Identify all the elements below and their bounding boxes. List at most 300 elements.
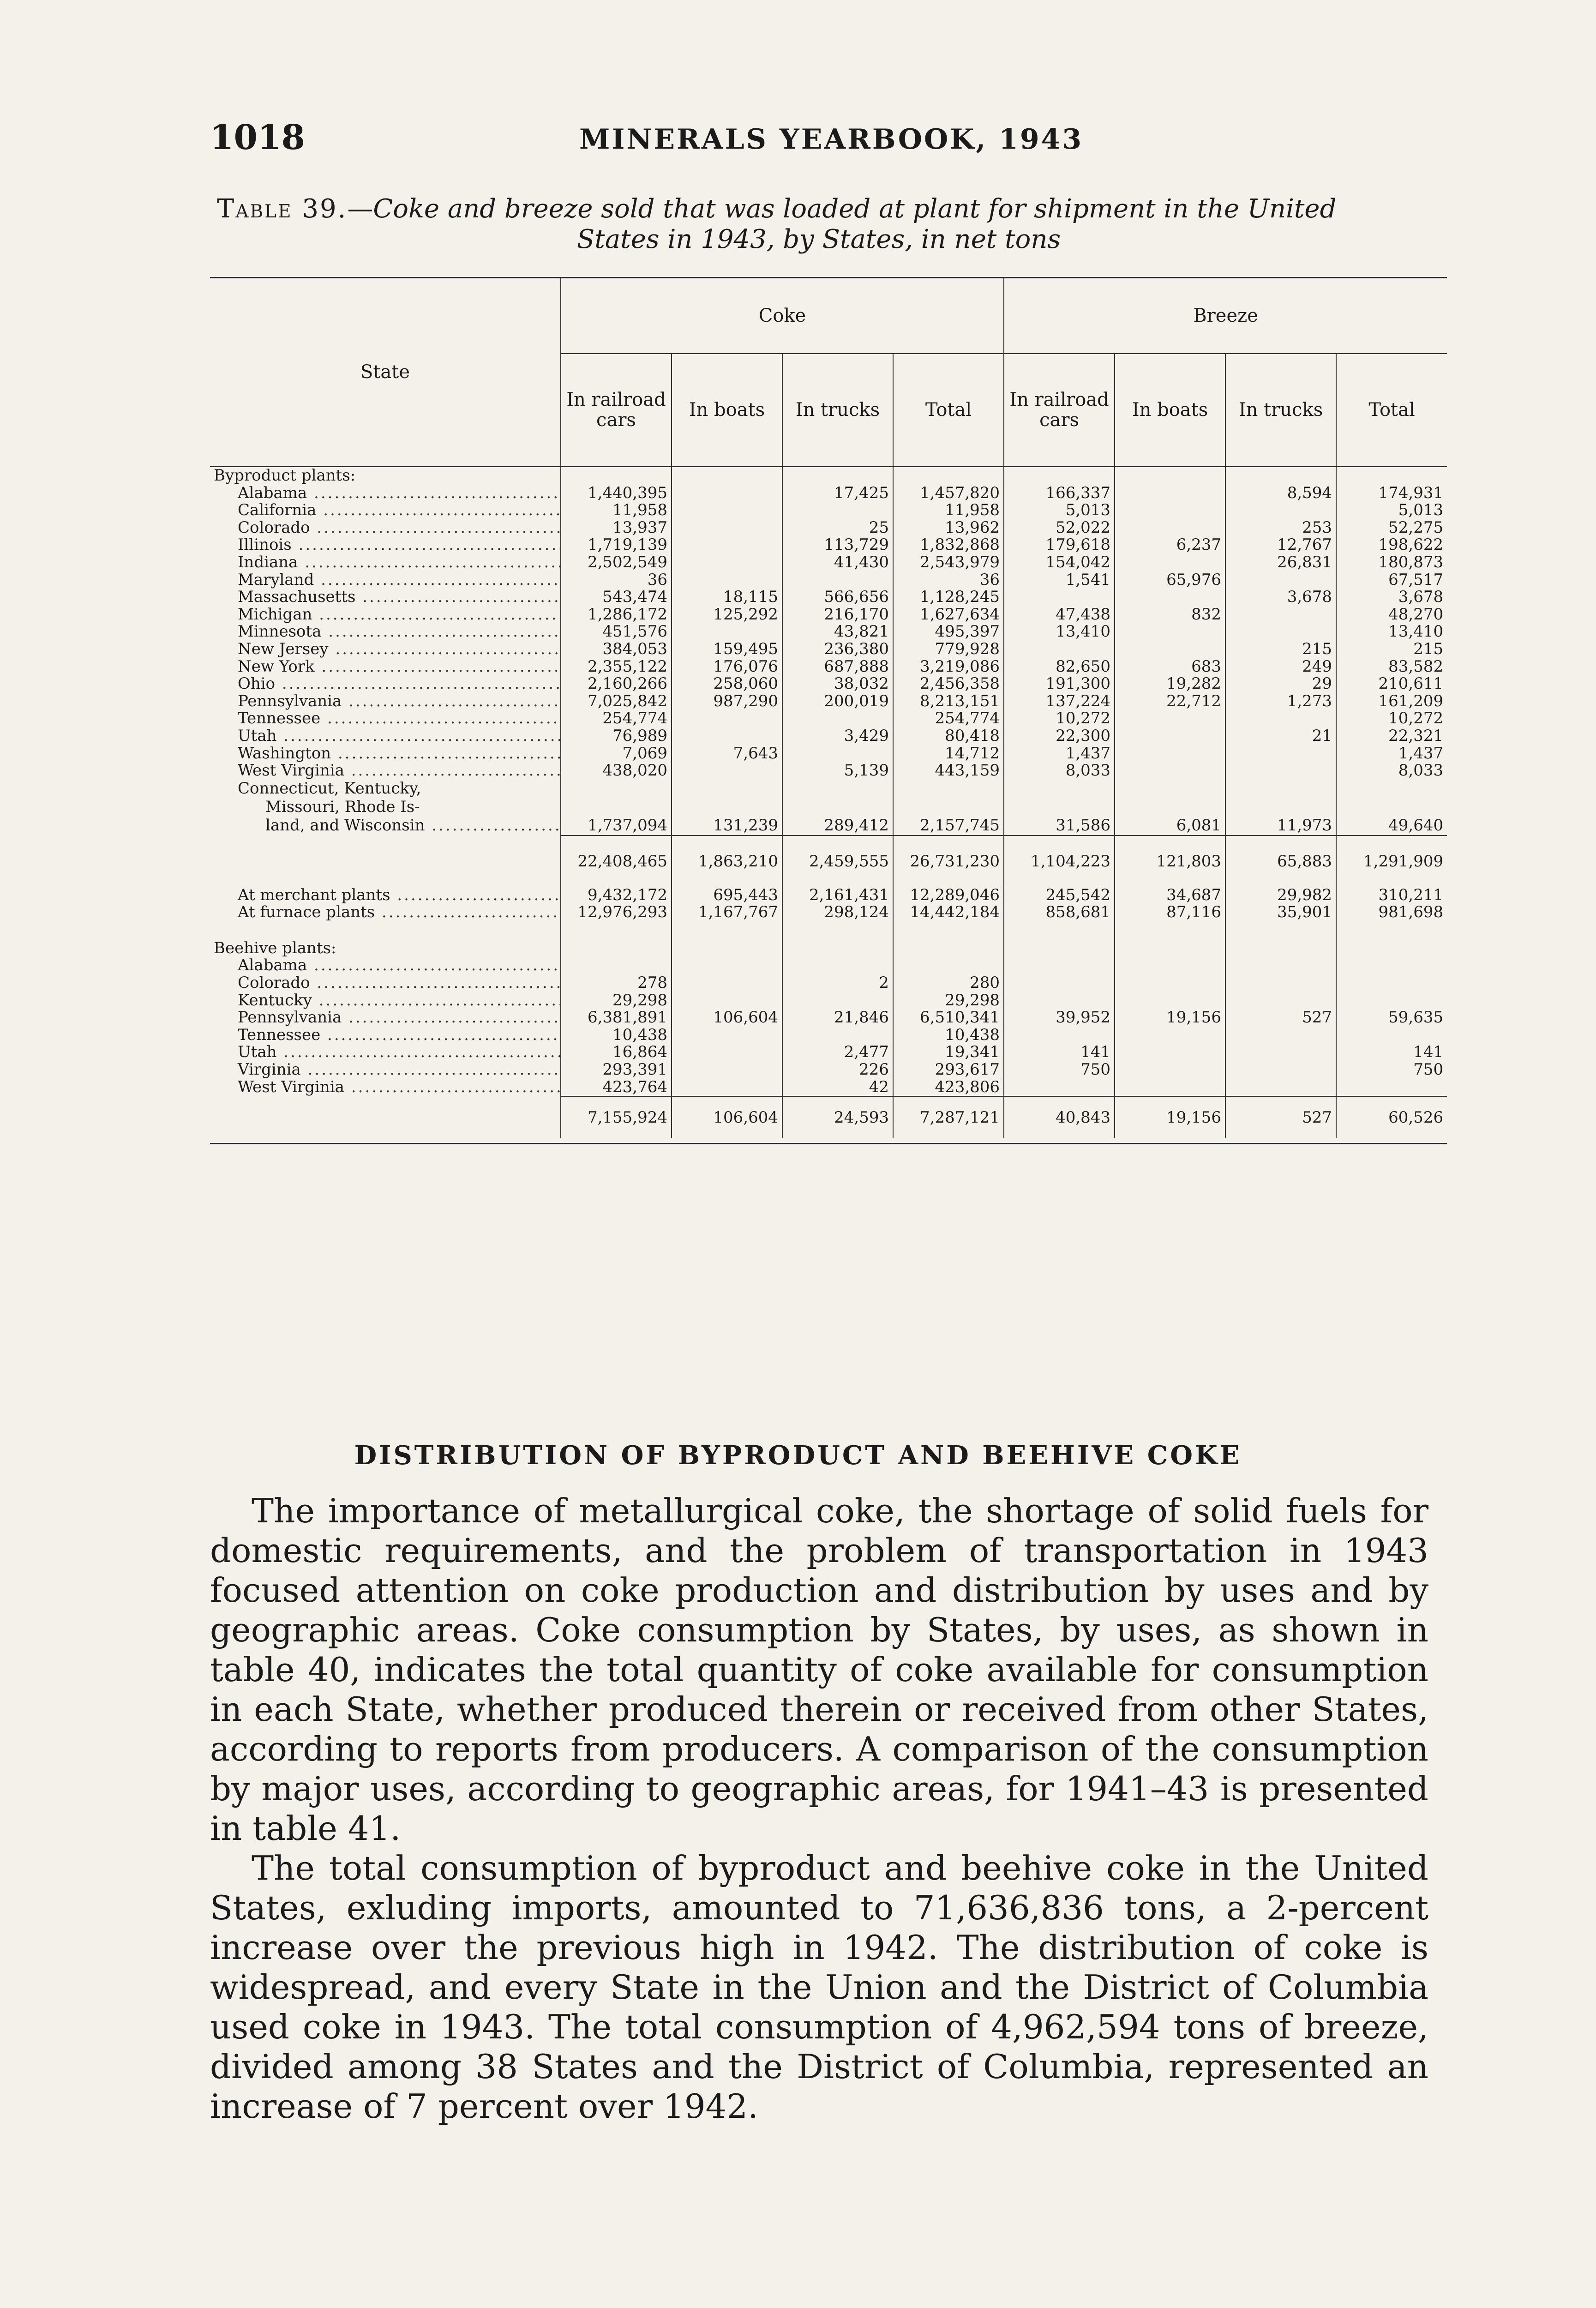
coke-breeze-table bbox=[210, 277, 1447, 1138]
total-cell: 22,408,465 bbox=[561, 835, 672, 887]
table-cell bbox=[1225, 940, 1336, 957]
beehive-section-row bbox=[210, 940, 1447, 957]
state-cell bbox=[210, 641, 561, 658]
state-cell bbox=[210, 571, 561, 589]
state-name: Tennessee ..... bbox=[238, 1027, 561, 1044]
table-cell: 41,430 bbox=[782, 554, 893, 571]
table-cell: 7,069 bbox=[561, 745, 672, 763]
state-cell bbox=[210, 589, 561, 606]
table-cell: 191,300 bbox=[1004, 675, 1115, 693]
table-cell bbox=[1004, 1079, 1115, 1097]
state-name: Pennsylvania ..... bbox=[238, 1009, 561, 1027]
table-cell bbox=[1004, 467, 1115, 485]
page-number: 1018 bbox=[210, 118, 305, 157]
table-cell bbox=[1004, 1027, 1115, 1044]
table-cell bbox=[1004, 957, 1115, 974]
table-cell: 527 bbox=[1225, 1009, 1336, 1027]
state-name: West Virginia ..... bbox=[238, 762, 561, 780]
state-cell bbox=[210, 675, 561, 693]
table-cell: 106,604 bbox=[672, 1009, 782, 1027]
table-cell: 210,611 bbox=[1336, 675, 1447, 693]
table-cell: 13,937 bbox=[561, 519, 672, 537]
table-cell: 245,542 bbox=[1004, 887, 1115, 904]
table-cell: 451,576 bbox=[561, 623, 672, 641]
table-cell: 82,650 bbox=[1004, 658, 1115, 676]
combined-states-row bbox=[210, 817, 1447, 835]
table-row bbox=[210, 589, 1447, 606]
table-row bbox=[210, 887, 1447, 904]
state-name: New Jersey ..... bbox=[238, 641, 561, 658]
table-row bbox=[210, 571, 1447, 589]
state-cell bbox=[210, 502, 561, 519]
table-cell bbox=[1115, 921, 1225, 940]
table-cell: 3,678 bbox=[1225, 589, 1336, 606]
table-cell: 174,931 bbox=[1336, 485, 1447, 502]
table-cell: 5,013 bbox=[1336, 502, 1447, 519]
table-cell bbox=[1225, 502, 1336, 519]
column-header: In boats bbox=[672, 354, 782, 467]
table-cell: 215 bbox=[1225, 641, 1336, 658]
state-cell bbox=[210, 554, 561, 571]
table-cell bbox=[1225, 710, 1336, 727]
state-name: Kentucky ..... bbox=[238, 992, 561, 1010]
table-cell bbox=[1115, 1044, 1225, 1061]
table-cell: 254,774 bbox=[893, 710, 1004, 727]
table-cell bbox=[893, 940, 1004, 957]
table-cell: 1,737,094 bbox=[561, 817, 672, 835]
table-row bbox=[210, 485, 1447, 502]
table-cell bbox=[1004, 798, 1115, 817]
table-cell: 249 bbox=[1225, 658, 1336, 676]
table-cell: 2,477 bbox=[782, 1044, 893, 1061]
total-row bbox=[210, 1096, 1447, 1138]
table-cell: 298,124 bbox=[782, 904, 893, 921]
table-cell bbox=[672, 992, 782, 1010]
table-cell: 29 bbox=[1225, 675, 1336, 693]
table-cell bbox=[1115, 762, 1225, 780]
table-cell: 180,873 bbox=[1336, 554, 1447, 571]
table-cell bbox=[1004, 641, 1115, 658]
coke-group-header: Coke bbox=[561, 278, 1004, 354]
table-cell: 10,438 bbox=[561, 1027, 672, 1044]
table-container bbox=[210, 277, 1447, 1144]
table-cell: 2,161,431 bbox=[782, 887, 893, 904]
table-cell bbox=[1115, 957, 1225, 974]
table-cell: 141 bbox=[1004, 1044, 1115, 1061]
total-cell: 527 bbox=[1225, 1096, 1336, 1138]
table-cell: 1,437 bbox=[1336, 745, 1447, 763]
table-cell: 258,060 bbox=[672, 675, 782, 693]
total-cell: 121,803 bbox=[1115, 835, 1225, 887]
table-title-line2: States in 1943, by States, in net tons bbox=[577, 224, 1061, 254]
spacer-row bbox=[210, 921, 1447, 940]
table-cell bbox=[1225, 780, 1336, 798]
table-cell: 2,456,358 bbox=[893, 675, 1004, 693]
state-cell bbox=[210, 606, 561, 624]
state-name: land, and Wisconsin ..... bbox=[265, 817, 561, 835]
state-cell bbox=[210, 1096, 561, 1138]
state-cell bbox=[210, 693, 561, 710]
state-name: Virginia ..... bbox=[238, 1061, 561, 1079]
state-cell bbox=[210, 780, 561, 798]
state-name: New York ..... bbox=[238, 658, 561, 676]
table-cell bbox=[1115, 974, 1225, 992]
total-cell: 26,731,230 bbox=[893, 835, 1004, 887]
table-cell: 29,298 bbox=[893, 992, 1004, 1010]
table-cell bbox=[1115, 623, 1225, 641]
state-name: Alabama ..... bbox=[238, 957, 561, 974]
table-row bbox=[210, 675, 1447, 693]
table-row bbox=[210, 693, 1447, 710]
table-cell: 779,928 bbox=[893, 641, 1004, 658]
table-cell: 9,432,172 bbox=[561, 887, 672, 904]
table-cell: 42 bbox=[782, 1079, 893, 1097]
table-cell bbox=[672, 921, 782, 940]
table-cell: 21 bbox=[1225, 727, 1336, 745]
table-cell bbox=[672, 940, 782, 957]
table-cell: 750 bbox=[1336, 1061, 1447, 1079]
column-header: In trucks bbox=[1225, 354, 1336, 467]
state-name: Utah ..... bbox=[238, 727, 561, 745]
table-cell: 310,211 bbox=[1336, 887, 1447, 904]
table-cell: 8,594 bbox=[1225, 485, 1336, 502]
table-cell bbox=[672, 727, 782, 745]
combined-states-row bbox=[210, 798, 1447, 817]
table-cell: 1,286,172 bbox=[561, 606, 672, 624]
table-cell: 2 bbox=[782, 974, 893, 992]
table-cell bbox=[1115, 798, 1225, 817]
table-label: Table 39. bbox=[217, 194, 348, 224]
state-cell bbox=[210, 762, 561, 780]
state-cell bbox=[210, 536, 561, 554]
table-cell: 12,289,046 bbox=[893, 887, 1004, 904]
table-cell: 19,341 bbox=[893, 1044, 1004, 1061]
table-cell bbox=[1225, 1044, 1336, 1061]
table-cell: 1,167,767 bbox=[672, 904, 782, 921]
table-cell bbox=[1115, 727, 1225, 745]
table-cell: 83,582 bbox=[1336, 658, 1447, 676]
table-cell: 5,013 bbox=[1004, 502, 1115, 519]
table-cell bbox=[1004, 589, 1115, 606]
table-row bbox=[210, 992, 1447, 1010]
state-column-header: State bbox=[210, 278, 561, 467]
table-cell bbox=[561, 921, 672, 940]
total-cell: 60,526 bbox=[1336, 1096, 1447, 1138]
state-cell bbox=[210, 658, 561, 676]
table-cell bbox=[672, 485, 782, 502]
table-cell: 1,440,395 bbox=[561, 485, 672, 502]
table-cell bbox=[1225, 798, 1336, 817]
table-row bbox=[210, 727, 1447, 745]
table-cell: 987,290 bbox=[672, 693, 782, 710]
table-cell: 166,337 bbox=[1004, 485, 1115, 502]
table-cell: 10,272 bbox=[1004, 710, 1115, 727]
table-row bbox=[210, 1061, 1447, 1079]
table-cell: 176,076 bbox=[672, 658, 782, 676]
table-cell: 10,272 bbox=[1336, 710, 1447, 727]
table-cell: 6,081 bbox=[1115, 817, 1225, 835]
table-cell bbox=[893, 467, 1004, 485]
total-cell: 19,156 bbox=[1115, 1096, 1225, 1138]
table-row bbox=[210, 710, 1447, 727]
table-cell bbox=[672, 1027, 782, 1044]
table-cell bbox=[1115, 1061, 1225, 1079]
table-cell: 216,170 bbox=[782, 606, 893, 624]
table-cell: 36 bbox=[561, 571, 672, 589]
table-cell bbox=[782, 957, 893, 974]
table-cell: 18,115 bbox=[672, 589, 782, 606]
table-cell bbox=[672, 762, 782, 780]
table-cell: 22,712 bbox=[1115, 693, 1225, 710]
table-cell: 22,300 bbox=[1004, 727, 1115, 745]
table-cell bbox=[1225, 1027, 1336, 1044]
table-cell bbox=[1115, 1079, 1225, 1097]
table-cell: 19,282 bbox=[1115, 675, 1225, 693]
table-cell: 52,022 bbox=[1004, 519, 1115, 537]
table-cell bbox=[561, 957, 672, 974]
table-cell: 236,380 bbox=[782, 641, 893, 658]
table-cell: 49,640 bbox=[1336, 817, 1447, 835]
table-cell bbox=[672, 957, 782, 974]
table-cell: 253 bbox=[1225, 519, 1336, 537]
table-cell: 2,502,549 bbox=[561, 554, 672, 571]
table-row bbox=[210, 536, 1447, 554]
table-cell bbox=[1115, 1027, 1225, 1044]
table-cell bbox=[672, 798, 782, 817]
state-cell bbox=[210, 485, 561, 502]
table-body bbox=[210, 467, 1447, 1139]
state-cell bbox=[210, 992, 561, 1010]
state-name: Washington ..... bbox=[238, 745, 561, 763]
state-cell bbox=[210, 727, 561, 745]
table-cell: 293,617 bbox=[893, 1061, 1004, 1079]
table-cell: 59,635 bbox=[1336, 1009, 1447, 1027]
table-cell: 13,962 bbox=[893, 519, 1004, 537]
table-row bbox=[210, 957, 1447, 974]
table-cell: 1,627,634 bbox=[893, 606, 1004, 624]
table-cell bbox=[672, 519, 782, 537]
table-cell: 161,209 bbox=[1336, 693, 1447, 710]
table-cell: 13,410 bbox=[1004, 623, 1115, 641]
table-cell: 8,033 bbox=[1004, 762, 1115, 780]
table-cell bbox=[672, 467, 782, 485]
table-cell: 1,273 bbox=[1225, 693, 1336, 710]
table-cell: 6,381,891 bbox=[561, 1009, 672, 1027]
state-cell bbox=[210, 519, 561, 537]
state-cell bbox=[210, 623, 561, 641]
table-cell bbox=[1336, 467, 1447, 485]
table-cell: 159,495 bbox=[672, 641, 782, 658]
table-row bbox=[210, 974, 1447, 992]
table-cell bbox=[1115, 745, 1225, 763]
column-header: Total bbox=[893, 354, 1004, 467]
table-cell: 1,541 bbox=[1004, 571, 1115, 589]
table-cell: 2,355,122 bbox=[561, 658, 672, 676]
table-row bbox=[210, 641, 1447, 658]
table-cell: 750 bbox=[1004, 1061, 1115, 1079]
table-row bbox=[210, 762, 1447, 780]
table-cell bbox=[1225, 957, 1336, 974]
column-header: In railroad cars bbox=[1004, 354, 1115, 467]
table-cell bbox=[1004, 921, 1115, 940]
table-row bbox=[210, 1044, 1447, 1061]
state-name: Colorado ..... bbox=[238, 974, 561, 992]
table-cell bbox=[1336, 1027, 1447, 1044]
table-cell: 67,517 bbox=[1336, 571, 1447, 589]
table-cell: 293,391 bbox=[561, 1061, 672, 1079]
table-cell: 832 bbox=[1115, 606, 1225, 624]
table-cell bbox=[1115, 710, 1225, 727]
state-name: At merchant plants ..... bbox=[238, 887, 561, 904]
table-cell: 19,156 bbox=[1115, 1009, 1225, 1027]
state-cell bbox=[210, 798, 561, 817]
table-cell: 26,831 bbox=[1225, 554, 1336, 571]
state-name: Minnesota ..... bbox=[238, 623, 561, 641]
table-cell: 6,237 bbox=[1115, 536, 1225, 554]
table-cell: 179,618 bbox=[1004, 536, 1115, 554]
combined-states-row bbox=[210, 780, 1447, 798]
table-cell: 137,224 bbox=[1004, 693, 1115, 710]
total-cell: 1,863,210 bbox=[672, 835, 782, 887]
state-name: Michigan ..... bbox=[238, 606, 561, 624]
table-cell bbox=[1225, 1079, 1336, 1097]
table-cell bbox=[210, 921, 561, 940]
table-cell: 39,952 bbox=[1004, 1009, 1115, 1027]
column-header: Total bbox=[1336, 354, 1447, 467]
table-cell bbox=[672, 554, 782, 571]
state-cell bbox=[210, 904, 561, 921]
total-cell: 7,155,924 bbox=[561, 1096, 672, 1138]
state-cell bbox=[210, 710, 561, 727]
table-cell: 423,764 bbox=[561, 1079, 672, 1097]
table-title-line1: Coke and breeze sold that was loaded at plant for shipment in the United bbox=[373, 194, 1337, 224]
table-cell: 1,719,139 bbox=[561, 536, 672, 554]
table-cell bbox=[782, 992, 893, 1010]
state-name: California ..... bbox=[238, 502, 561, 519]
total-cell: 1,104,223 bbox=[1004, 835, 1115, 887]
table-cell: 113,729 bbox=[782, 536, 893, 554]
table-cell: 21,846 bbox=[782, 1009, 893, 1027]
table-cell: 423,806 bbox=[893, 1079, 1004, 1097]
table-cell bbox=[782, 921, 893, 940]
table-cell: 131,239 bbox=[672, 817, 782, 835]
total-row bbox=[210, 835, 1447, 887]
table-cell: 11,958 bbox=[561, 502, 672, 519]
table-cell: 14,442,184 bbox=[893, 904, 1004, 921]
table-cell bbox=[1225, 623, 1336, 641]
state-name: Illinois ..... bbox=[238, 536, 561, 554]
total-cell: 65,883 bbox=[1225, 835, 1336, 887]
table-cell: 495,397 bbox=[893, 623, 1004, 641]
table-cell bbox=[782, 710, 893, 727]
table-cell: 52,275 bbox=[1336, 519, 1447, 537]
table-cell: 8,033 bbox=[1336, 762, 1447, 780]
table-cell bbox=[782, 571, 893, 589]
table-cell bbox=[1336, 798, 1447, 817]
table-cell: 3,678 bbox=[1336, 589, 1447, 606]
table-cell bbox=[1225, 467, 1336, 485]
table-cell bbox=[1004, 780, 1115, 798]
table-cell: 2,157,745 bbox=[893, 817, 1004, 835]
table-cell: 43,821 bbox=[782, 623, 893, 641]
section-heading: DISTRIBUTION OF BYPRODUCT AND BEEHIVE COKE bbox=[354, 1440, 1242, 1471]
table-row bbox=[210, 1079, 1447, 1097]
table-cell bbox=[672, 571, 782, 589]
table-cell: 22,321 bbox=[1336, 727, 1447, 745]
table-cell bbox=[672, 536, 782, 554]
table-cell bbox=[1115, 589, 1225, 606]
table-cell: 687,888 bbox=[782, 658, 893, 676]
table-cell: 38,032 bbox=[782, 675, 893, 693]
table-cell: 47,438 bbox=[1004, 606, 1115, 624]
table-row bbox=[210, 519, 1447, 537]
table-cell bbox=[782, 780, 893, 798]
table-cell bbox=[782, 502, 893, 519]
table-row bbox=[210, 1027, 1447, 1044]
table-cell: 2,160,266 bbox=[561, 675, 672, 693]
state-name: Utah ..... bbox=[238, 1044, 561, 1061]
state-name: Connecticut, Kentucky, bbox=[238, 779, 421, 798]
state-cell bbox=[210, 974, 561, 992]
table-cell: 226 bbox=[782, 1061, 893, 1079]
table-cell: 1,457,820 bbox=[893, 485, 1004, 502]
table-cell: 31,586 bbox=[1004, 817, 1115, 835]
state-name: At furnace plants ..... bbox=[238, 904, 561, 921]
table-cell: 280 bbox=[893, 974, 1004, 992]
table-row bbox=[210, 606, 1447, 624]
table-cell bbox=[1004, 940, 1115, 957]
table-row bbox=[210, 745, 1447, 763]
table-cell: 254,774 bbox=[561, 710, 672, 727]
state-cell bbox=[210, 1044, 561, 1061]
table-cell: 29,298 bbox=[561, 992, 672, 1010]
table-cell bbox=[1225, 921, 1336, 940]
table-cell bbox=[1336, 974, 1447, 992]
table-cell bbox=[1115, 485, 1225, 502]
paragraph: The total consumption of byproduct and beehive coke in the United States, exluding imports, amounted to 71,636,836 tons, a 2-percent increase over the previous high in 1942. The distribution of coke is widespread, and every State in the Union and the District of Columbia used coke in 1943. The total consumption of 4,962,594 tons of breeze, divided among 38 States and the District of Columbia, represented an increase of 7 percent over 1942. bbox=[210, 1849, 1428, 2126]
table-cell: 76,989 bbox=[561, 727, 672, 745]
state-name: Alabama ..... bbox=[238, 485, 561, 502]
table-cell bbox=[782, 1027, 893, 1044]
table-cell: 3,429 bbox=[782, 727, 893, 745]
state-name: Tennessee ..... bbox=[238, 710, 561, 727]
column-header: In railroad cars bbox=[561, 354, 672, 467]
total-cell: 2,459,555 bbox=[782, 835, 893, 887]
table-cell: 215 bbox=[1336, 641, 1447, 658]
state-cell bbox=[210, 1061, 561, 1079]
table-cell bbox=[1336, 780, 1447, 798]
table-cell bbox=[893, 957, 1004, 974]
table-cell bbox=[672, 502, 782, 519]
table-cell bbox=[561, 780, 672, 798]
table-cell bbox=[1115, 519, 1225, 537]
table-cell: 7,025,842 bbox=[561, 693, 672, 710]
table-cell: 125,292 bbox=[672, 606, 782, 624]
table-row bbox=[210, 904, 1447, 921]
table-cell: 35,901 bbox=[1225, 904, 1336, 921]
table-caption: Table 39.—Coke and breeze sold that was loaded at plant for shipment in the United States in 1943, by States, in net tons bbox=[217, 194, 1454, 255]
section-label: Beehive plants: bbox=[214, 939, 336, 957]
table-cell: 289,412 bbox=[782, 817, 893, 835]
running-head bbox=[210, 118, 1410, 159]
table-cell: 141 bbox=[1336, 1044, 1447, 1061]
table-cell bbox=[1115, 641, 1225, 658]
table-row bbox=[210, 1009, 1447, 1027]
state-cell bbox=[210, 835, 561, 887]
table-cell bbox=[1336, 921, 1447, 940]
column-header: In trucks bbox=[782, 354, 893, 467]
table-cell bbox=[1336, 957, 1447, 974]
